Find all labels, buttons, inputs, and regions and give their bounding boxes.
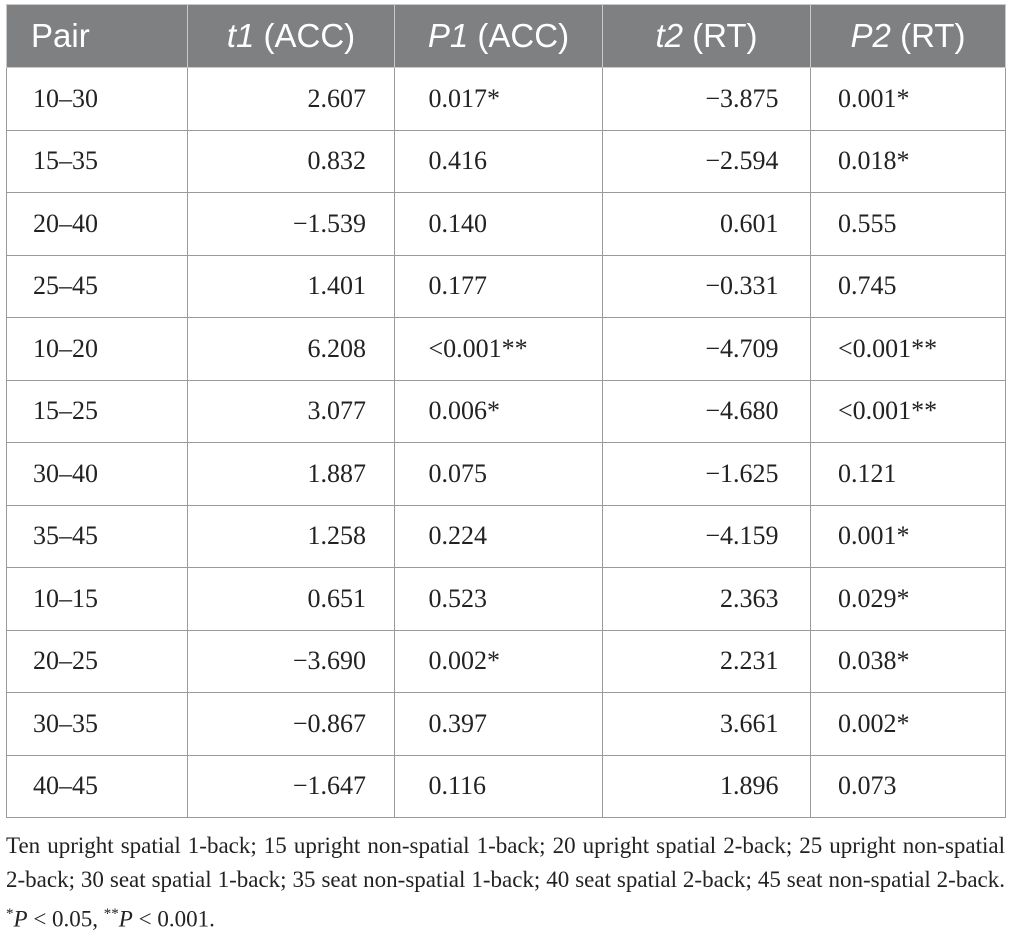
cell-t2-rt-value: 0.601 bbox=[720, 208, 779, 238]
table-row bbox=[7, 255, 1006, 318]
cell-p1-acc bbox=[395, 755, 603, 818]
cell-p2-rt bbox=[811, 568, 1006, 631]
cell-t1-acc bbox=[188, 443, 395, 506]
header-t2-rt: t2 (RT) bbox=[603, 5, 811, 68]
cell-t1-acc-value: −1.647 bbox=[292, 771, 366, 801]
table-row bbox=[7, 693, 1006, 756]
cell-t1-acc bbox=[188, 693, 395, 756]
cell-t1-acc bbox=[188, 68, 395, 131]
cell-p1-acc-value: 0.017* bbox=[428, 83, 500, 113]
footnote-sig1-rest: < 0.05, bbox=[27, 906, 104, 932]
cell-t1-acc-value: 2.607 bbox=[307, 83, 366, 113]
footnote-sig2-rest: < 0.001. bbox=[132, 906, 215, 932]
cell-p1-acc-value: 0.140 bbox=[428, 208, 487, 238]
cell-pair-value: 15–35 bbox=[33, 146, 98, 176]
cell-p2-rt bbox=[811, 693, 1006, 756]
cell-t1-acc-value: 0.832 bbox=[307, 146, 366, 176]
cell-pair bbox=[7, 755, 188, 818]
cell-t2-rt bbox=[603, 443, 811, 506]
table-row bbox=[7, 380, 1006, 443]
table-row bbox=[7, 568, 1006, 631]
cell-p2-rt-value: 0.002* bbox=[838, 708, 910, 738]
cell-p1-acc-value: 0.075 bbox=[428, 458, 487, 488]
footnote-sig1-mark: * bbox=[6, 906, 14, 922]
cell-p1-acc-value: 0.002* bbox=[428, 646, 500, 676]
cell-pair-value: 20–25 bbox=[33, 646, 98, 676]
cell-p1-acc bbox=[395, 568, 603, 631]
cell-t2-rt bbox=[603, 755, 811, 818]
cell-pair-value: 10–20 bbox=[33, 333, 98, 363]
cell-pair bbox=[7, 693, 188, 756]
cell-t1-acc bbox=[188, 568, 395, 631]
cell-p1-acc bbox=[395, 68, 603, 131]
cell-t2-rt bbox=[603, 193, 811, 256]
cell-p1-acc-value: 0.177 bbox=[428, 271, 487, 301]
header-p2-rt: P2 (RT) bbox=[811, 5, 1006, 68]
cell-p2-rt bbox=[811, 443, 1006, 506]
cell-pair-value: 20–40 bbox=[33, 208, 98, 238]
cell-p2-rt bbox=[811, 318, 1006, 381]
header-t1-acc: t1 (ACC) bbox=[188, 5, 395, 68]
cell-t2-rt-value: −3.875 bbox=[705, 83, 779, 113]
cell-t1-acc-value: 1.258 bbox=[307, 521, 366, 551]
cell-p1-acc-value: 0.224 bbox=[428, 521, 487, 551]
cell-p2-rt bbox=[811, 505, 1006, 568]
cell-t2-rt-value: −2.594 bbox=[705, 146, 779, 176]
table-row bbox=[7, 68, 1006, 131]
header-pair: Pair bbox=[7, 5, 188, 68]
cell-t2-rt bbox=[603, 68, 811, 131]
header-row bbox=[7, 5, 1006, 68]
cell-pair bbox=[7, 380, 188, 443]
cell-t1-acc bbox=[188, 255, 395, 318]
cell-p2-rt-value: 0.018* bbox=[838, 146, 910, 176]
cell-t1-acc bbox=[188, 755, 395, 818]
table-row bbox=[7, 755, 1006, 818]
cell-pair bbox=[7, 318, 188, 381]
header-p1-acc: P1 (ACC) bbox=[395, 5, 603, 68]
table-body bbox=[7, 68, 1006, 818]
cell-p1-acc bbox=[395, 443, 603, 506]
cell-p2-rt-value: 0.029* bbox=[838, 583, 910, 613]
table-row bbox=[7, 193, 1006, 256]
cell-t2-rt-value: −4.709 bbox=[705, 333, 779, 363]
cell-t2-rt bbox=[603, 130, 811, 193]
cell-pair bbox=[7, 568, 188, 631]
cell-t1-acc-value: −3.690 bbox=[292, 646, 366, 676]
cell-pair bbox=[7, 193, 188, 256]
cell-t1-acc bbox=[188, 193, 395, 256]
cell-p1-acc bbox=[395, 318, 603, 381]
footnote-text: Ten upright spatial 1-back; 15 upright non-spatial 1-back; 20 upright spatial 2-back; 25 upright non-spatial 2-back; 30 seat spatial 1-back; 35 seat non-spatial 1-back; 40 seat spatial 2-back; 45 seat non-spatial 2-back. bbox=[6, 833, 1005, 892]
cell-t1-acc-value: 1.887 bbox=[307, 458, 366, 488]
cell-t2-rt-value: −4.159 bbox=[705, 521, 779, 551]
cell-t2-rt bbox=[603, 318, 811, 381]
cell-pair-value: 35–45 bbox=[33, 521, 98, 551]
cell-t2-rt-value: 1.896 bbox=[720, 771, 779, 801]
cell-pair bbox=[7, 505, 188, 568]
table-header bbox=[7, 5, 1006, 68]
cell-t2-rt bbox=[603, 255, 811, 318]
cell-t1-acc bbox=[188, 630, 395, 693]
cell-t1-acc bbox=[188, 380, 395, 443]
cell-p2-rt-value: <0.001** bbox=[838, 333, 938, 363]
cell-p1-acc bbox=[395, 193, 603, 256]
footnote-sig2-var: P bbox=[118, 906, 133, 932]
cell-p2-rt bbox=[811, 630, 1006, 693]
cell-t2-rt-value: −4.680 bbox=[705, 396, 779, 426]
cell-p1-acc-value: 0.416 bbox=[428, 146, 487, 176]
cell-p1-acc-value: 0.116 bbox=[428, 771, 487, 801]
cell-p2-rt bbox=[811, 130, 1006, 193]
cell-p2-rt bbox=[811, 193, 1006, 256]
cell-pair-value: 30–35 bbox=[33, 708, 98, 738]
cell-t1-acc-value: −0.867 bbox=[292, 708, 366, 738]
cell-p2-rt-value: 0.038* bbox=[838, 646, 910, 676]
cell-p1-acc-value: <0.001** bbox=[428, 333, 528, 363]
cell-pair bbox=[7, 255, 188, 318]
results-table bbox=[6, 4, 1006, 818]
cell-pair-value: 40–45 bbox=[33, 771, 98, 801]
cell-t1-acc bbox=[188, 130, 395, 193]
table-footnote bbox=[6, 829, 1005, 937]
cell-t2-rt bbox=[603, 693, 811, 756]
cell-p2-rt-value: 0.121 bbox=[838, 458, 897, 488]
cell-t1-acc-value: 0.651 bbox=[307, 583, 366, 613]
cell-p2-rt-value: <0.001** bbox=[838, 396, 938, 426]
cell-pair bbox=[7, 68, 188, 131]
table-row bbox=[7, 630, 1006, 693]
cell-t2-rt bbox=[603, 568, 811, 631]
cell-t1-acc-value: 1.401 bbox=[307, 271, 366, 301]
cell-t2-rt bbox=[603, 380, 811, 443]
cell-t2-rt-value: −1.625 bbox=[705, 458, 779, 488]
cell-p1-acc bbox=[395, 693, 603, 756]
cell-p2-rt bbox=[811, 755, 1006, 818]
cell-t2-rt-value: 2.231 bbox=[720, 646, 779, 676]
cell-p2-rt-value: 0.073 bbox=[838, 771, 897, 801]
cell-p1-acc-value: 0.397 bbox=[428, 708, 487, 738]
cell-t1-acc-value: −1.539 bbox=[292, 208, 366, 238]
cell-t1-acc bbox=[188, 505, 395, 568]
cell-pair bbox=[7, 630, 188, 693]
cell-p1-acc-value: 0.523 bbox=[428, 583, 487, 613]
cell-t2-rt-value: −0.331 bbox=[705, 271, 779, 301]
results-table-container bbox=[6, 4, 1005, 818]
cell-p2-rt bbox=[811, 255, 1006, 318]
cell-t2-rt bbox=[603, 505, 811, 568]
cell-p2-rt-value: 0.001* bbox=[838, 521, 910, 551]
cell-t2-rt-value: 2.363 bbox=[720, 583, 779, 613]
cell-p1-acc bbox=[395, 255, 603, 318]
cell-pair-value: 25–45 bbox=[33, 271, 98, 301]
cell-p2-rt bbox=[811, 68, 1006, 131]
cell-p1-acc-value: 0.006* bbox=[428, 396, 500, 426]
table-row bbox=[7, 130, 1006, 193]
cell-pair-value: 30–40 bbox=[33, 458, 98, 488]
cell-p1-acc bbox=[395, 630, 603, 693]
cell-p1-acc bbox=[395, 380, 603, 443]
cell-pair-value: 10–30 bbox=[33, 83, 98, 113]
table-row bbox=[7, 318, 1006, 381]
cell-t2-rt-value: 3.661 bbox=[720, 708, 779, 738]
cell-p2-rt-value: 0.555 bbox=[838, 208, 897, 238]
cell-p2-rt-value: 0.001* bbox=[838, 83, 910, 113]
cell-pair bbox=[7, 130, 188, 193]
cell-p1-acc bbox=[395, 130, 603, 193]
cell-t2-rt bbox=[603, 630, 811, 693]
table-row bbox=[7, 505, 1006, 568]
cell-t1-acc-value: 6.208 bbox=[307, 333, 366, 363]
table-row bbox=[7, 443, 1006, 506]
cell-p2-rt-value: 0.745 bbox=[838, 271, 897, 301]
footnote-sig1-var: P bbox=[13, 906, 28, 932]
footnote-sig2-mark: ** bbox=[103, 906, 119, 922]
cell-p1-acc bbox=[395, 505, 603, 568]
cell-t1-acc bbox=[188, 318, 395, 381]
cell-pair-value: 15–25 bbox=[33, 396, 98, 426]
cell-p2-rt bbox=[811, 380, 1006, 443]
cell-t1-acc-value: 3.077 bbox=[307, 396, 366, 426]
cell-pair-value: 10–15 bbox=[33, 583, 98, 613]
cell-pair bbox=[7, 443, 188, 506]
